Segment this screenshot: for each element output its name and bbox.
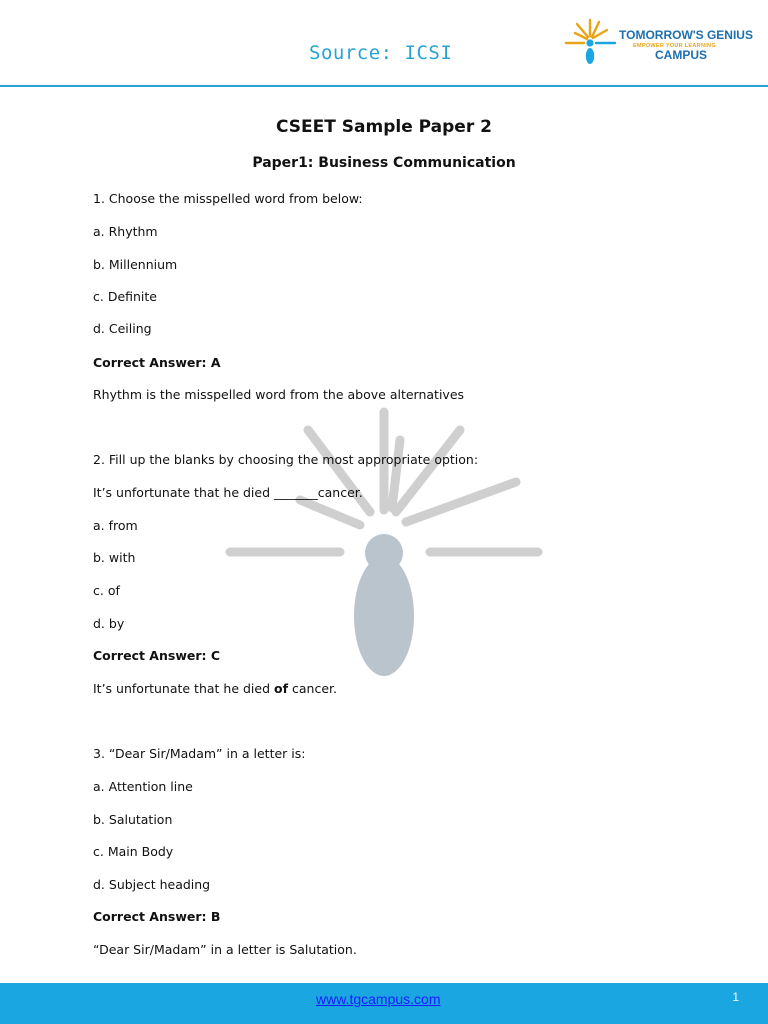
page-number: 1 <box>732 990 739 1004</box>
question-1-answer: Correct Answer: A <box>93 355 221 370</box>
question-1-option-a: a. Rhythm <box>93 224 158 239</box>
document-subtitle: Paper1: Business Communication <box>252 155 516 171</box>
logo <box>563 16 753 68</box>
question-3-option-d: d. Subject heading <box>93 877 211 892</box>
question-1-option-c: c. Definite <box>93 289 157 304</box>
question-2-answer: Correct Answer: C <box>93 648 221 663</box>
question-2-sentence: It’s unfortunate that he died _______cancer. <box>93 485 363 500</box>
question-2-option-d: d. by <box>93 616 125 631</box>
question-3-answer: Correct Answer: B <box>93 909 221 924</box>
question-3-option-a: a. Attention line <box>93 779 193 794</box>
question-3-option-b: b. Salutation <box>93 812 173 827</box>
question-3-text: 3. “Dear Sir/Madam” in a letter is: <box>93 746 306 761</box>
page-footer <box>0 983 768 1024</box>
logo-icon <box>563 16 619 68</box>
document-title: CSEET Sample Paper 2 <box>276 117 492 137</box>
question-1-explanation: Rhythm is the misspelled word from the above alternatives <box>93 387 465 402</box>
question-3-option-c: c. Main Body <box>93 844 174 859</box>
question-3-explanation: “Dear Sir/Madam” in a letter is Salutation. <box>93 942 357 957</box>
question-1-text: 1. Choose the misspelled word from below: <box>93 191 363 206</box>
page-header <box>0 0 768 88</box>
logo-tagline: EMPOWER YOUR LEARNING <box>633 43 716 49</box>
question-1-option-b: b. Millennium <box>93 257 178 272</box>
question-2-option-b: b. with <box>93 550 136 565</box>
question-2-explanation-pre: It’s unfortunate that he died <box>93 681 274 696</box>
header-divider <box>0 85 768 87</box>
question-2-explanation <box>93 681 337 696</box>
source-label: Source: ICSI <box>309 42 453 64</box>
question-2-explanation-bold: of <box>274 681 289 696</box>
website-link[interactable]: www.tgcampus.com <box>316 991 441 1007</box>
question-2-text: 2. Fill up the blanks by choosing the most appropriate option: <box>93 452 479 467</box>
question-1-option-d: d. Ceiling <box>93 321 152 336</box>
question-2-option-a: a. from <box>93 518 138 533</box>
question-2-explanation-post: cancer. <box>288 681 337 696</box>
question-2-option-c: c. of <box>93 583 120 598</box>
logo-text-line1: TOMORROW'S GENIUS <box>619 28 753 42</box>
watermark-logo-icon <box>220 400 550 680</box>
logo-text-line2: CAMPUS <box>655 48 708 62</box>
